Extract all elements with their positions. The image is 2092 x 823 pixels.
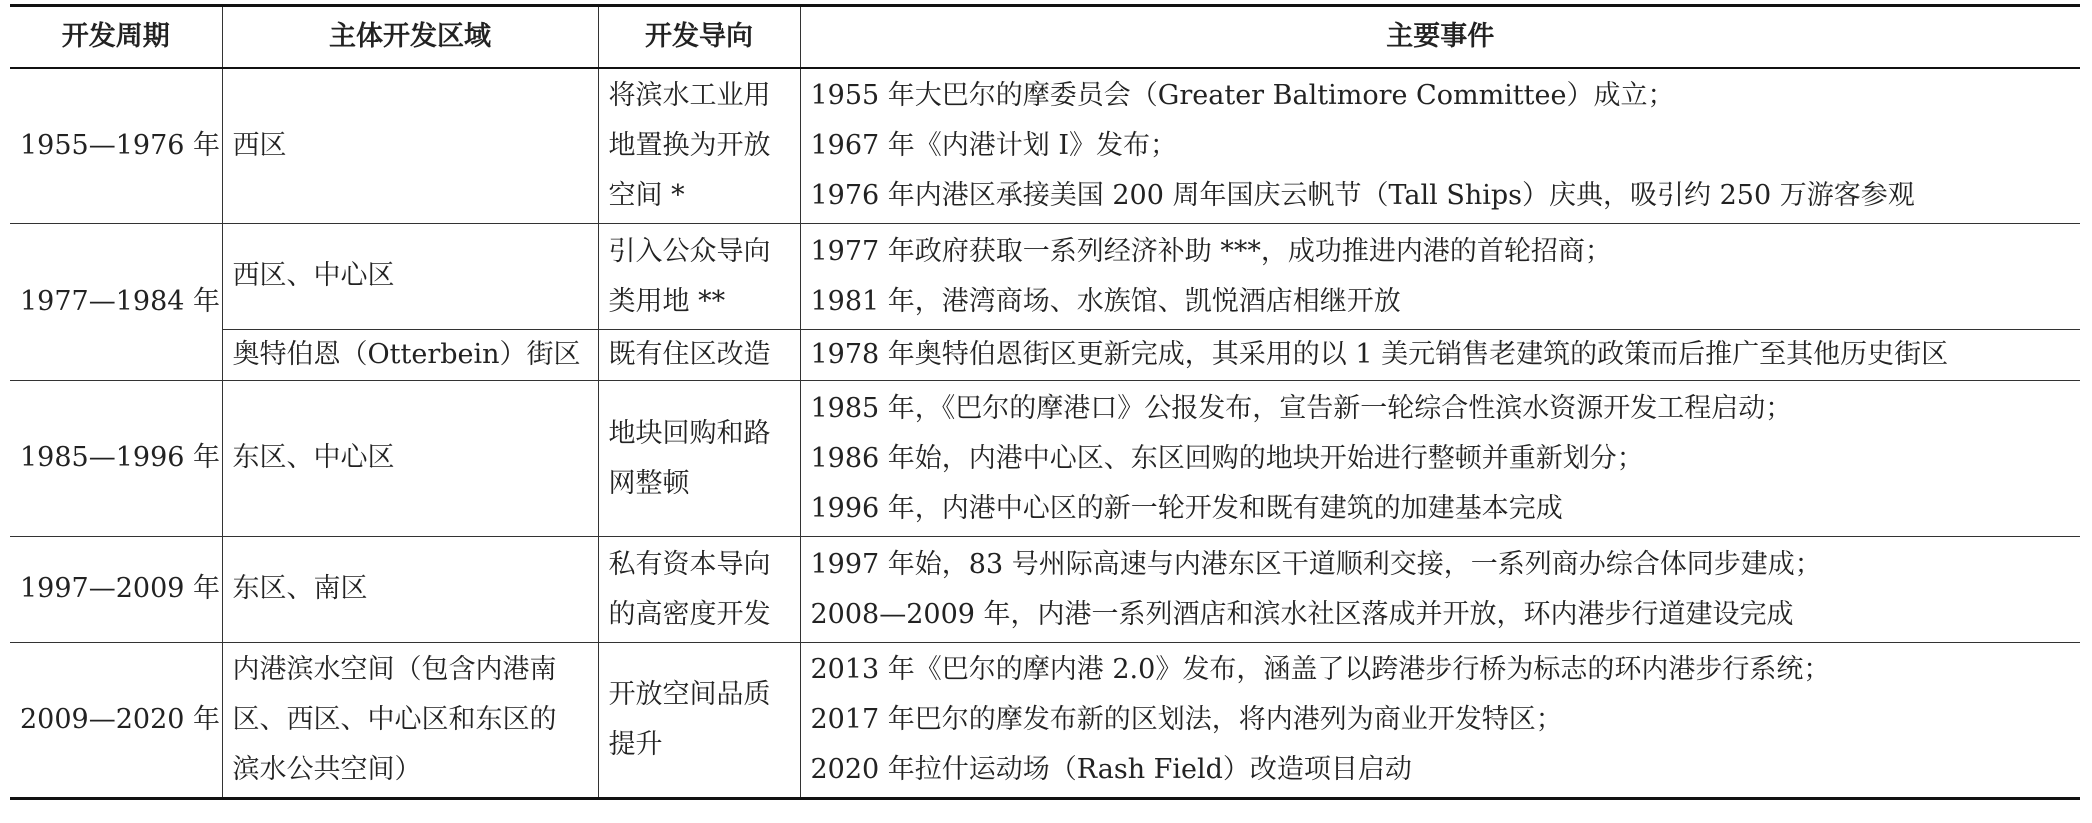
events-cell bbox=[800, 68, 2080, 224]
area-cell: 东区、南区 bbox=[222, 537, 598, 643]
orientation-cell bbox=[598, 537, 800, 643]
orientation-cell bbox=[598, 68, 800, 224]
header-row bbox=[10, 6, 2080, 68]
orientation-line: 的高密度开发 bbox=[608, 598, 771, 630]
area-cell: 西区 bbox=[222, 68, 598, 224]
orientation-cell bbox=[598, 224, 800, 330]
orientation-line: 既有住区改造 bbox=[608, 339, 771, 370]
table-row bbox=[10, 381, 2080, 537]
period-cell: 2009—2020 年 bbox=[10, 643, 222, 799]
event-line: 2020 年拉什运动场（Rash Field）改造项目启动 bbox=[810, 754, 1412, 785]
orientation-cell bbox=[598, 381, 800, 537]
orientation-line: 引入公众导向 bbox=[608, 235, 771, 267]
area-line: 滨水公共空间） bbox=[232, 754, 422, 785]
event-line: 1981 年，港湾商场、水族馆、凯悦酒店相继开放 bbox=[810, 285, 1401, 317]
header-orientation: 开发导向 bbox=[598, 6, 800, 68]
orientation-line: 地块回购和路 bbox=[608, 417, 771, 449]
event-line: 1986 年始，内港中心区、东区回购的地块开始进行整顿并重新划分； bbox=[810, 442, 1644, 474]
event-line: 1977 年政府获取一系列经济补助 ***，成功推进内港的首轮招商； bbox=[810, 235, 1612, 267]
event-line: 2008—2009 年，内港一系列酒店和滨水社区落成并开放，环内港步行道建设完成 bbox=[810, 598, 1794, 630]
header-events: 主要事件 bbox=[800, 6, 2080, 68]
event-line: 1985 年，《巴尔的摩港口》公报发布，宣告新一轮综合性滨水资源开发工程启动； bbox=[810, 392, 1793, 424]
area-line: 区、西区、中心区和东区的 bbox=[232, 704, 557, 735]
area-cell: 西区、中心区 bbox=[222, 224, 598, 330]
event-line: 1997 年始，83 号州际高速与内港东区干道顺利交接，一系列商办综合体同步建成； bbox=[810, 548, 1822, 580]
event-line: 2013 年《巴尔的摩内港 2.0》发布，涵盖了以跨港步行桥为标志的环内港步行系统； bbox=[810, 654, 1831, 685]
orientation-line: 开放空间品质 bbox=[608, 679, 771, 710]
header-period: 开发周期 bbox=[10, 6, 222, 68]
events-cell bbox=[800, 330, 2080, 381]
period-cell: 1997—2009 年 bbox=[10, 537, 222, 643]
events-cell bbox=[800, 643, 2080, 799]
orientation-cell bbox=[598, 643, 800, 799]
orientation-line: 提升 bbox=[608, 729, 663, 760]
period-cell: 1977—1984 年 bbox=[10, 224, 222, 381]
orientation-line: 空间 * bbox=[608, 179, 685, 211]
header-area: 主体开发区域 bbox=[222, 6, 598, 68]
event-line: 1976 年内港区承接美国 200 周年国庆云帆节（Tall Ships）庆典，吸引约 250 万游客参观 bbox=[810, 179, 1915, 211]
event-line: 1978 年奥特伯恩街区更新完成，其采用的以 1 美元销售老建筑的政策而后推广至其他历史街区 bbox=[810, 339, 1949, 370]
event-line: 2017 年巴尔的摩发布新的区划法，将内港列为商业开发特区； bbox=[810, 704, 1563, 735]
period-cell: 1955—1976 年 bbox=[10, 68, 222, 224]
table-row bbox=[10, 330, 2080, 381]
area-cell bbox=[222, 643, 598, 799]
orientation-line: 类用地 ** bbox=[608, 285, 726, 317]
period-cell: 1985—1996 年 bbox=[10, 381, 222, 537]
event-line: 1967 年《内港计划 I》发布； bbox=[810, 129, 1178, 161]
orientation-line: 将滨水工业用 bbox=[608, 79, 771, 111]
orientation-line: 私有资本导向 bbox=[608, 548, 771, 580]
events-cell bbox=[800, 537, 2080, 643]
table-row bbox=[10, 224, 2080, 330]
orientation-line: 地置换为开放 bbox=[608, 129, 771, 161]
event-line: 1996 年，内港中心区的新一轮开发和既有建筑的加建基本完成 bbox=[810, 492, 1563, 524]
orientation-line: 网整顿 bbox=[608, 467, 690, 499]
development-events-table bbox=[10, 4, 2080, 800]
events-cell bbox=[800, 381, 2080, 537]
table-row bbox=[10, 643, 2080, 799]
area-cell: 奥特伯恩（Otterbein）街区 bbox=[222, 330, 598, 381]
table-row bbox=[10, 68, 2080, 224]
events-cell bbox=[800, 224, 2080, 330]
orientation-cell bbox=[598, 330, 800, 381]
event-line: 1955 年大巴尔的摩委员会（Greater Baltimore Committee）成立； bbox=[810, 79, 1675, 111]
area-line: 内港滨水空间（包含内港南 bbox=[232, 654, 557, 685]
area-cell: 东区、中心区 bbox=[222, 381, 598, 537]
table-row bbox=[10, 537, 2080, 643]
